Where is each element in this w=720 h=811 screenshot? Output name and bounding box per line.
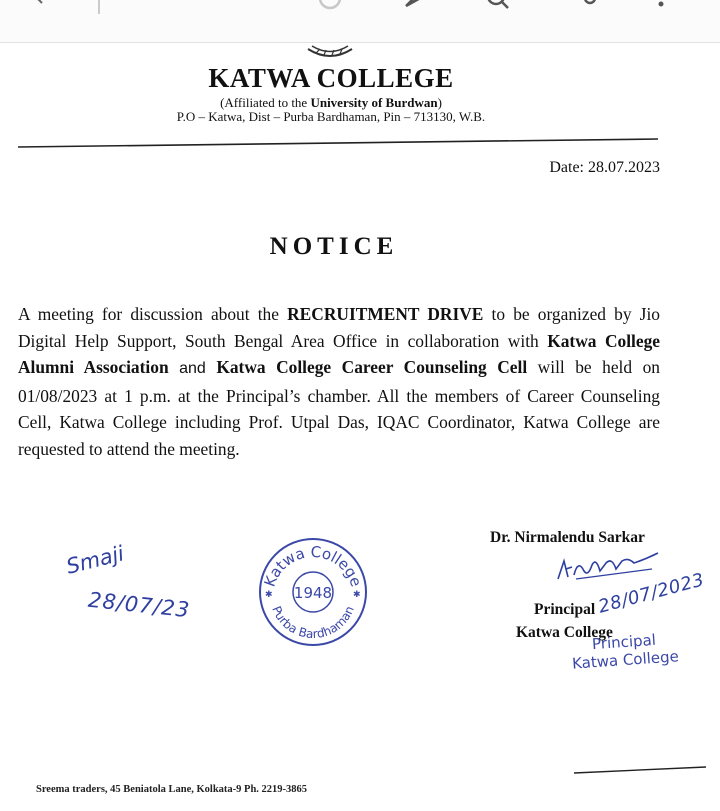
- seal-star-right-icon: ✱: [353, 589, 361, 599]
- bottom-divider: [574, 765, 706, 775]
- more-options-icon[interactable]: [656, 0, 666, 12]
- search-icon[interactable]: [486, 0, 512, 12]
- college-address: P.O – Katwa, Dist – Purba Bardhaman, Pin – 713130, W.B.: [176, 109, 486, 124]
- college-name: KATWA COLLEGE: [208, 63, 454, 93]
- viewer-toolbar: [0, 0, 720, 43]
- body-part-2: to be organized by Jio Digital Help Support, South Bengal Area Office in collaboration with: [18, 304, 660, 351]
- signatory-institution: Katwa College: [516, 624, 613, 641]
- affiliation-university: University of Burdwan: [310, 95, 438, 110]
- notice-title: NOTICE: [269, 233, 399, 260]
- college-emblem-icon: [302, 43, 358, 61]
- body-bold-career-cell: Katwa College Career Counseling Cell: [216, 357, 528, 378]
- college-seal: [256, 535, 370, 649]
- body-bold-recruitment: RECRUITMENT DRIVE: [287, 304, 484, 324]
- seal-top-text: Katwa College: [260, 542, 366, 590]
- edit-pen-icon[interactable]: [404, 0, 428, 12]
- signatory-name: Dr. Nirmalendu Sarkar: [490, 529, 645, 546]
- seal-star-left-icon: ✱: [265, 589, 273, 599]
- google-lens-icon[interactable]: [318, 0, 344, 12]
- handwritten-initials: Smaji: [63, 541, 127, 579]
- seal-year: 1948: [293, 584, 333, 602]
- divider-icon: [98, 0, 102, 14]
- back-arrow-icon[interactable]: [30, 0, 50, 8]
- affiliation-suffix: ): [437, 95, 442, 110]
- notice-date: Date: 28.07.2023: [549, 159, 660, 176]
- notice-body: [18, 301, 660, 463]
- body-bold-alumni: Katwa College Alumni Association: [18, 330, 660, 378]
- principal-signature: [556, 549, 660, 585]
- notice-document: [0, 43, 720, 811]
- body-part-3: and: [179, 360, 206, 378]
- body-part-1: A meeting for discussion about the: [18, 304, 288, 324]
- affiliation-prefix: (Affiliated to the: [220, 95, 311, 110]
- handwritten-date-principal: 28/07/2023: [596, 569, 707, 618]
- stamp-principal-line: Principal: [591, 630, 657, 654]
- svg-text:Katwa College: [261, 543, 366, 589]
- handwritten-date-left: 28/07/23: [87, 587, 192, 623]
- seal-bottom-text: Purba Bardhaman: [269, 603, 357, 642]
- share-icon[interactable]: [580, 0, 600, 12]
- letterhead-divider: [18, 135, 658, 149]
- printer-imprint: Sreema traders, 45 Beniatola Lane, Kolkata-9 Ph. 2219-3865: [36, 784, 308, 795]
- signatory-designation: Principal: [534, 601, 596, 618]
- stamp-college-line: Katwa College: [571, 647, 680, 673]
- body-part-4: will be held on 01/08/2023 at 1 p.m. at the Principal’s chamber. All the members of Career Counseling Cell, Katwa College including Prof. Utpal Das, IQAC Coordinator, Katwa College are requested to attend the meeting.: [18, 357, 660, 459]
